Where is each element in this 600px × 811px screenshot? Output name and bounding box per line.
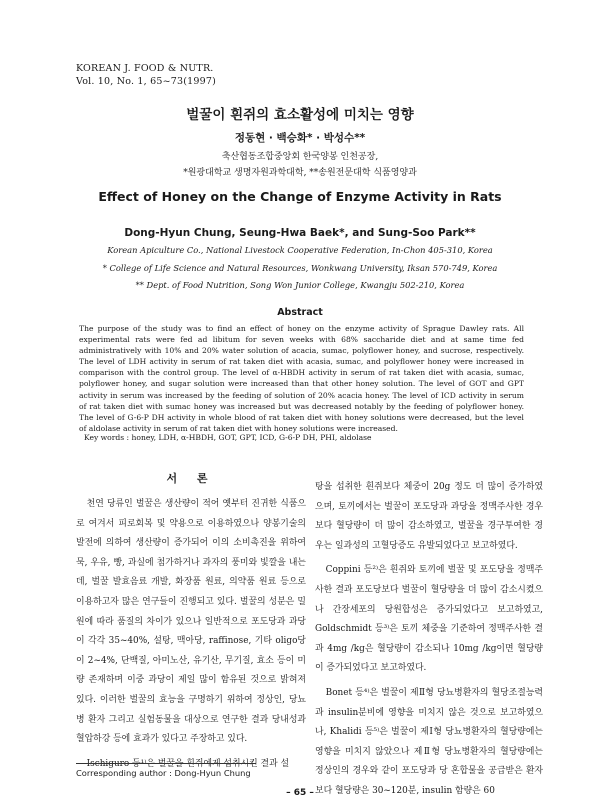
corresponding-author-footnote: Corresponding author : Dong-Hyun Chung: [76, 768, 251, 778]
abstract-text: The purpose of the study was to find an effect of honey on the enzyme activity of Sprague Dawley rats. All experimental rats were fed ad libitum for seven weeks with 68% saccharide diet and at same time fed administratively with 10% and 20% water solution of acacia, sumac, polyflower honey, and sucrose, respectively. The level of LDH activity in serum of rat taken diet with acasia, sumac, and polyflower honey were increased in comparison with the control group. The level of α-HBDH activity in serum of rat taken diet with acasia, sumac, polyflower honey, and sugar solution were increased than that other honey solution. The level of GOT and GPT activity in serum was increased by the feeding of solution of 20% acacia honey. The level of ICD activity in serum of rat taken diet with sumac honey was increased but was decreased notably by the feeding of polyflower honey. The level of G-6-P DH activity in whole blood of rat taken diet with honey solutions were decreased, but the level of aldolase activity in serum of rat taken diet with honey solutions were increased.: [79, 324, 524, 433]
page-number: – 65 –: [286, 788, 314, 798]
journal-name: KOREAN J. FOOD & NUTR.: [76, 63, 214, 74]
authors-korean: 정동현 · 백승화* · 박성수**: [234, 132, 366, 144]
paragraph: Bonet 등⁴⁾은 벌꿀이 제Ⅱ형 당뇨병환자의 혈당조절능력과 insulin분비에 영향을 미치지 않은 것으로 보고하였으나, Khalidi 등⁵⁾은 벌꿀이 제Ⅰ형 당뇨병환자의 혈당량에는 영향을 미치지 않았으나 제Ⅱ형 당뇨병환자의 혈당량에는 정상인의 경우와 같이 포도당과 당 혼합물을 공급받은 환자보다 혈당량은 30~120분, insulin 함량은 60: [315, 687, 543, 796]
left-column: [76, 495, 306, 774]
title-english: Effect of Honey on the Change of Enzyme Activity in Rats: [98, 189, 502, 204]
journal-header: [76, 62, 216, 88]
affiliation-english-1: Korean Apiculture Co., National Livestock Cooperative Federation, In-Chon 405-310, Korea: [107, 245, 493, 255]
footnote-divider: [76, 763, 256, 764]
affiliation-korean-2: *원광대학교 생명자원과학대학, **송원전문대학 식품영양과: [183, 168, 417, 178]
abstract-heading: Abstract: [277, 307, 323, 318]
right-column: [315, 478, 543, 802]
authors-english: Dong-Hyun Chung, Seung-Hwa Baek*, and Sung-Soo Park**: [124, 227, 476, 239]
paragraph: 탕을 섭취한 흰쥐보다 체중이 20g 정도 더 많이 증가하였으며, 토끼에서는 벌꿀이 포도당과 과당을 정맥주사한 경우보다 혈당량이 더 많이 감소하였고, 벌꿀을 경구투여한 경우는 일과성의 고혈당증도 유발되었다고 보고하였다.: [315, 482, 543, 551]
section-heading-introduction: 서 론: [166, 472, 216, 485]
paragraph: Coppini 등²⁾은 흰쥐와 토끼에 벌꿀 및 포도당을 정맥주사한 결과 포도당보다 벌꿀이 혈당량을 더 많이 감소시켰으나 간장세포의 당원합성은 증가되었다고 보고하였고, Goldschmidt 등³⁾은 토끼 체중을 기준하여 정맥주사한 결과 4mg /kg은 혈당량이 감소되나 10mg /kg이면 혈당량이 증가되었다고 보고하였다.: [315, 565, 543, 674]
keywords: Key words : honey, LDH, α-HBDH, GOT, GPT, ICD, G-6-P DH, PHI, aldolase: [84, 433, 372, 442]
paragraph: 천연 당류인 벌꿀은 생산량이 적어 옛부터 진귀한 식품으로 여겨서 피로회복 및 약용으로 이용하였으나 양봉기술의 발전에 의하여 생산량이 증가되어 이의 소비촉진을 위하여 묵, 우유, 빵, 과실에 첨가하거나 과자의 풍미와 빛깔을 내는데, 벌꿀 발효음료 개발, 화장품 원료, 의약품 원료 등으로 이용하고자 많은 연구들이 진행되고 있다. 벌꿀의 성분은 밀원에 따라 품질의 차이가 있으나 일반적으로 포도당과 과당이 각각 35~40%, 설탕, 맥아당, raffinose, 기타 oligo당이 2~4%, 단백질, 아미노산, 유기산, 무기질, 효소 등이 미량 존재하며 이중 과당이 제일 많이 함유된 것으로 밝혀져 있다. 이러한 벌꿀의 효능을 구명하기 위하여 정상인, 당뇨병 환자 그리고 실험동물을 대상으로 연구한 결과 당내성과 혈압하강 등에 효과가 있다고 주장하고 있다.: [76, 499, 306, 745]
affiliation-korean-1: 축산협동조합중앙회 한국양봉 인천공장,: [221, 152, 379, 162]
affiliation-english-3: ** Dept. of Food Nutrition, Song Won Junior College, Kwangju 502-210, Korea: [135, 280, 465, 290]
paragraph: Ischiguro 등¹⁾은 벌꿀을 흰쥐에게 섭취시킨 결과 설: [86, 758, 290, 769]
affiliation-english-2: * College of Life Science and Natural Resources, Wonkwang University, Iksan 570-749, Korea: [102, 263, 498, 273]
journal-volume: Vol. 10, No. 1, 65~73(1997): [76, 76, 217, 87]
title-korean: 벌꿀이 흰쥐의 효소활성에 미치는 영향: [186, 107, 414, 123]
